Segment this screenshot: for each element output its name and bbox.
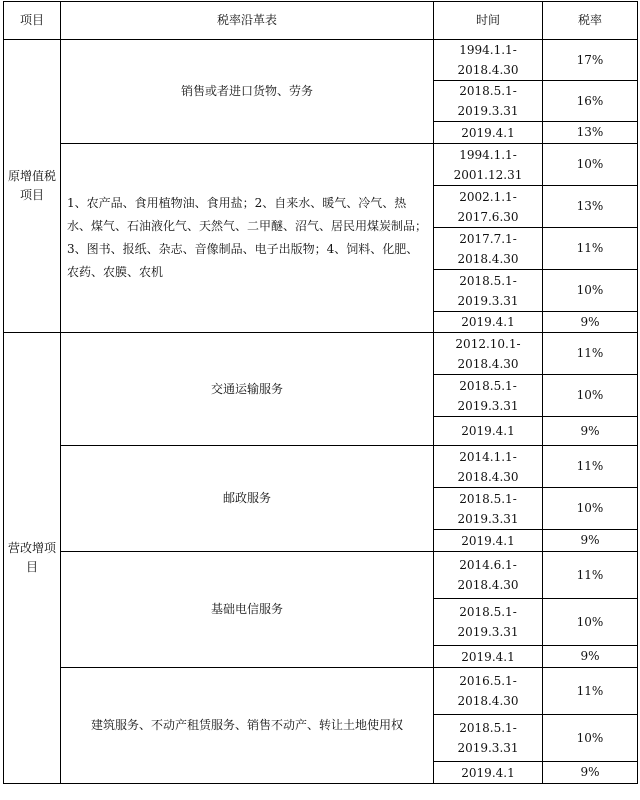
- header-time: 时间: [434, 2, 543, 40]
- rate-cell: 10%: [543, 270, 638, 312]
- time-cell: [434, 646, 543, 668]
- time-cell: [434, 186, 543, 228]
- table-row: [4, 446, 638, 488]
- time-line: 2018.5.1-: [459, 273, 517, 288]
- time-line: 2019.3.31: [457, 293, 519, 308]
- time-line: 1994.1.1-: [459, 147, 517, 162]
- time-line: 2019.4.1: [461, 649, 515, 664]
- time-line: 2019.4.1: [461, 424, 515, 438]
- time-line: 2019.4.1: [461, 315, 515, 329]
- time-line: 2019.3.31: [457, 741, 519, 755]
- rate-cell: 10%: [543, 488, 638, 530]
- time-line: 2018.5.1-: [459, 84, 517, 98]
- time-line: 2019.3.31: [457, 625, 519, 639]
- item-description: 邮政服务: [61, 446, 434, 552]
- rate-cell: 10%: [543, 599, 638, 646]
- rate-cell: 9%: [543, 530, 638, 552]
- rate-cell: 13%: [543, 122, 638, 144]
- time-line: 2019.4.1: [461, 533, 515, 548]
- rate-cell: 9%: [543, 646, 638, 668]
- time-line: 2019.4.1: [461, 765, 515, 780]
- time-line: 2016.5.1-: [459, 674, 517, 688]
- table-body: [4, 40, 638, 784]
- tax-rate-table: [3, 1, 638, 784]
- category-cell: 原增值税项目: [4, 40, 61, 333]
- table-row: [4, 333, 638, 375]
- rate-cell: 9%: [543, 417, 638, 446]
- time-line: 2019.3.31: [457, 104, 519, 118]
- time-cell: [434, 312, 543, 333]
- time-cell: [434, 599, 543, 646]
- time-cell: [434, 122, 543, 144]
- time-line: 2017.7.1-: [459, 231, 517, 246]
- time-line: 2018.4.30: [457, 469, 519, 484]
- time-line: 2018.5.1-: [459, 491, 517, 506]
- time-cell: [434, 488, 543, 530]
- time-line: 2012.10.1-: [455, 336, 521, 351]
- rate-cell: 10%: [543, 375, 638, 417]
- time-line: 2019.3.31: [457, 398, 519, 413]
- rate-cell: 11%: [543, 668, 638, 715]
- time-line: 2014.6.1-: [459, 558, 517, 572]
- time-line: 1994.1.1-: [459, 43, 517, 57]
- time-cell: [434, 333, 543, 375]
- header-history: 税率沿革表: [61, 2, 434, 40]
- rate-cell: 10%: [543, 144, 638, 186]
- header-row: [4, 2, 638, 40]
- rate-cell: 11%: [543, 446, 638, 488]
- time-cell: [434, 228, 543, 270]
- table-row: [4, 552, 638, 599]
- rate-cell: 13%: [543, 186, 638, 228]
- time-cell: [434, 144, 543, 186]
- time-line: 2018.4.30: [457, 694, 519, 708]
- item-description: 交通运输服务: [61, 333, 434, 446]
- time-cell: [434, 270, 543, 312]
- time-cell: [434, 446, 543, 488]
- time-cell: [434, 375, 543, 417]
- time-cell: [434, 40, 543, 81]
- time-line: 2018.5.1-: [459, 378, 517, 393]
- item-description: 建筑服务、不动产租赁服务、销售不动产、转让土地使用权: [61, 668, 434, 784]
- rate-cell: 11%: [543, 552, 638, 599]
- time-cell: [434, 552, 543, 599]
- category-cell: 营改增项目: [4, 333, 61, 784]
- rate-cell: 17%: [543, 40, 638, 81]
- time-line: 2014.1.1-: [459, 449, 517, 464]
- time-line: 2019.3.31: [457, 511, 519, 526]
- time-line: 2002.1.1-: [459, 189, 517, 204]
- item-description: 基础电信服务: [61, 552, 434, 668]
- time-cell: [434, 715, 543, 762]
- header-item: 项目: [4, 2, 61, 40]
- time-cell: [434, 762, 543, 784]
- item-description: 销售或者进口货物、劳务: [61, 40, 434, 144]
- table-row: [4, 668, 638, 715]
- rate-cell: 11%: [543, 333, 638, 375]
- time-line: 2019.4.1: [461, 125, 515, 140]
- table-row: [4, 40, 638, 81]
- time-line: 2018.4.30: [457, 356, 519, 371]
- time-line: 2017.6.30: [457, 209, 519, 224]
- item-description: 1、农产品、食用植物油、食用盐；2、自来水、暖气、冷气、热水、煤气、石油液化气、天然气、二甲醚、沼气、居民用煤炭制品；3、图书、报纸、杂志、音像制品、电子出版物；4、饲料、化肥、农药、农膜、农机: [61, 144, 434, 333]
- rate-cell: 9%: [543, 312, 638, 333]
- time-line: 2018.4.30: [457, 578, 519, 592]
- time-line: 2018.5.1-: [459, 721, 517, 735]
- rate-cell: 9%: [543, 762, 638, 784]
- time-line: 2018.4.30: [457, 251, 519, 266]
- time-cell: [434, 81, 543, 122]
- time-cell: [434, 668, 543, 715]
- time-cell: [434, 417, 543, 446]
- rate-cell: 10%: [543, 715, 638, 762]
- table-row: [4, 144, 638, 186]
- time-line: 2018.4.30: [457, 63, 519, 77]
- rate-cell: 16%: [543, 81, 638, 122]
- time-cell: [434, 530, 543, 552]
- time-line: 2018.5.1-: [459, 605, 517, 619]
- time-line: 2001.12.31: [453, 167, 523, 182]
- header-rate: 税率: [543, 2, 638, 40]
- rate-cell: 11%: [543, 228, 638, 270]
